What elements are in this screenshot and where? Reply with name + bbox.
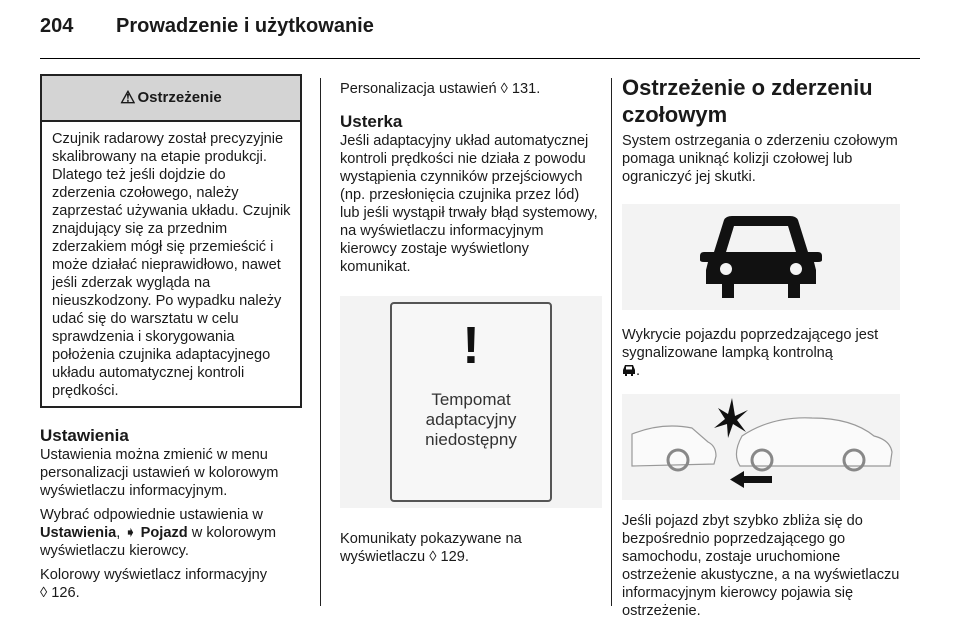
arrow-right-icon: ➧ bbox=[124, 525, 137, 541]
page-ref: 129. bbox=[440, 549, 469, 565]
column-3 bbox=[622, 74, 902, 626]
section-heading-fcw: Ostrzeżenie o zderzeniu czołowym bbox=[622, 75, 873, 127]
impact-star-icon bbox=[714, 398, 748, 438]
section-ustawienia bbox=[40, 426, 302, 602]
reference-arrow-icon: ◊ bbox=[40, 585, 48, 601]
display-message: Tempomat adaptacyjny niedostępny bbox=[425, 390, 517, 449]
column-2 bbox=[340, 74, 602, 572]
page-header bbox=[40, 15, 374, 38]
paragraph: Jeśli pojazd zbyt szybko zbliża się do bezpośrednio poprzedzającego go samochodu, zostaje uruchomione ostrzeżenie akustyczne, a na wyświetlaczu informacyjnym kierowcy pojawia się ostrzeżenie. bbox=[622, 513, 900, 619]
page-number: 204 bbox=[40, 15, 74, 37]
warning-header bbox=[42, 76, 300, 122]
warning-triangle-icon: ⚠ bbox=[120, 88, 136, 107]
section-heading-usterka: Usterka bbox=[340, 112, 403, 131]
arrow-left-icon bbox=[730, 471, 744, 488]
column-divider-right bbox=[611, 78, 612, 606]
menu-settings: Ustawienia bbox=[40, 525, 117, 541]
car-indicator-illustration bbox=[622, 204, 900, 310]
column-1 bbox=[40, 74, 302, 608]
warning-box bbox=[40, 74, 302, 408]
exclamation-icon: ! bbox=[462, 317, 480, 375]
column-divider-left bbox=[320, 78, 321, 606]
reference-arrow-icon: ◊ bbox=[500, 81, 508, 97]
collision-cars-icon bbox=[622, 394, 900, 500]
car-front-icon bbox=[696, 212, 826, 302]
warning-text: Czujnik radarowy został precyzyjnie skalibrowany na etapie produkcji. Dlatego też jeśli dojdzie do zderzenia czołowego, należy zaprzestać używania układu. Czujnik znajdujący się za przednim zderzakiem mógł się przemieścić i może działać nieprawidłowo, nawet jeśli zderzak wygląda na nieuszkodzony. Po wypadku należy udać się do warsztatu w celu sprawdzenia i skorygowania położenia czujnika adaptacyjnego układu automatycznej kontroli prędkości. bbox=[52, 131, 291, 399]
page-ref: 126. bbox=[51, 585, 80, 601]
collision-illustration bbox=[622, 394, 900, 500]
paragraph: System ostrzegania o zderzeniu czołowym pomaga uniknąć kolizji czołowej lub ograniczyć jej skutki. bbox=[622, 133, 898, 185]
display-illustration bbox=[340, 296, 602, 508]
menu-vehicle: Pojazd bbox=[140, 525, 188, 541]
chapter-title: Prowadzenie i użytkowanie bbox=[116, 15, 374, 37]
paragraph: Ustawienia można zmienić w menu personalizacji ustawień w kolorowym wyświetlaczu informacyjnym. bbox=[40, 447, 279, 499]
paragraph: Personalizacja ustawień ◊ 131. bbox=[340, 81, 541, 97]
paragraph: Wykrycie pojazdu poprzedzającego jest sygnalizowane lampką kontrolną . bbox=[622, 327, 879, 379]
paragraph: Wybrać odpowiednie ustawienia w Ustawienia, ➧ Pojazd w kolorowym wyświetlaczu kierowcy. bbox=[40, 507, 277, 559]
paragraph: Kolorowy wyświetlacz informacyjny ◊ 126. bbox=[40, 567, 268, 601]
caption: Komunikaty pokazywane na wyświetlaczu ◊ 129. bbox=[340, 531, 522, 565]
header-rule bbox=[40, 58, 920, 59]
warning-title: Ostrzeżenie bbox=[137, 89, 222, 106]
paragraph: Jeśli adaptacyjny układ automatycznej kontroli prędkości nie działa z powodu wystąpienia czynników przejściowych (np. przesłonięcia czujnika przez lód) lub jeśli wystąpił trwały błąd systemowy, na wyświetlaczu informacyjnym kierowcy zostaje wyświetlony komunikat. bbox=[340, 133, 598, 275]
reference-arrow-icon: ◊ bbox=[429, 549, 437, 565]
section-heading-ustawienia: Ustawienia bbox=[40, 426, 129, 445]
driver-display bbox=[390, 302, 552, 502]
car-indicator-icon bbox=[622, 364, 636, 376]
page-ref: 131. bbox=[511, 81, 541, 97]
